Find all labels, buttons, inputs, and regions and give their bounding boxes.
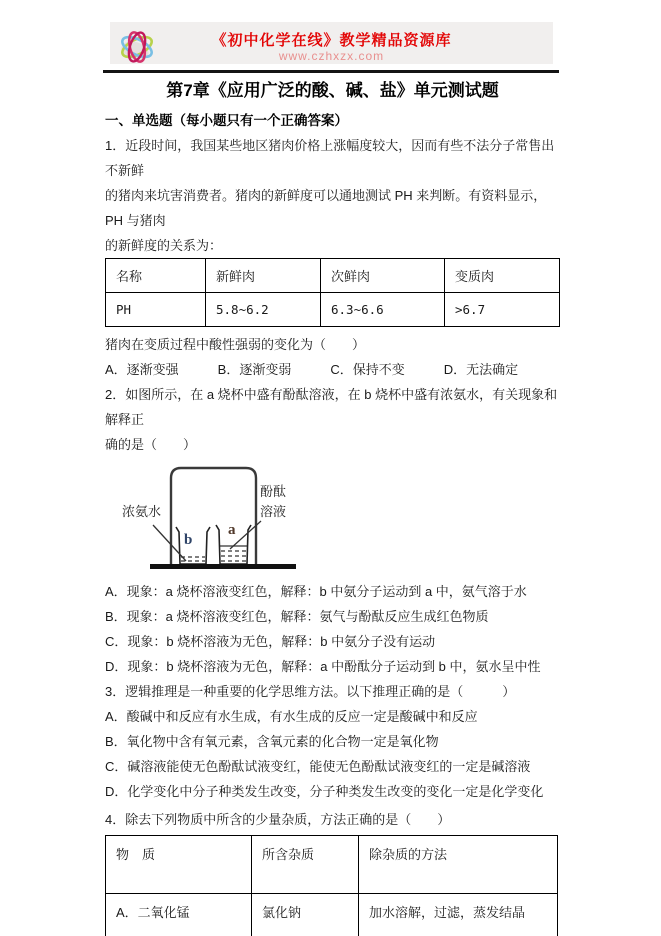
ground-line [150, 564, 296, 569]
beaker-b-outline [176, 527, 210, 564]
q2-stem-line: 2．如图所示，在 a 烧杯中盛有酚酞溶液，在 b 烧杯中盛有浓氨水，有关现象和解释正 [105, 387, 558, 427]
impurity-removal-table [105, 835, 558, 936]
table-row [106, 293, 560, 327]
table-row [106, 259, 560, 293]
q1-options: A．逐渐变强 B．逐渐变弱 C．保持不变 D．无法确定 [105, 362, 519, 377]
table-header-cell: 新鲜肉 [206, 259, 321, 293]
table-cell: 5.8~6.2 [206, 293, 321, 327]
q2-option: D．现象：b 烧杯溶液为无色，解释：a 中酚酞分子运动到 b 中，氨水呈中性 [105, 659, 541, 674]
q3-option: D．化学变化中分子种类发生改变，分子种类发生改变的变化一定是化学变化 [105, 784, 544, 799]
table-header-cell: 次鲜肉 [321, 259, 445, 293]
q2-stem-line: 确的是（ ） [105, 437, 197, 452]
table-header-cell: 名称 [106, 259, 206, 293]
q1-stem-line: 的猪肉来坑害消费者。猪肉的新鲜度可以通地测试 PH 来判断。有资料显示，PH 与猪肉 [105, 188, 547, 228]
table-cell: 6.3~6.6 [321, 293, 445, 327]
q3-stem: 3．逻辑推理是一种重要的化学思维方法。以下推理正确的是（ ） [105, 684, 516, 699]
beaker-experiment-diagram [120, 459, 330, 572]
table-cell: PH [106, 293, 206, 327]
q1-stem-line: 1．近段时间，我国某些地区猪肉价格上涨幅度较大，因而有些不法分子常售出不新鲜 [105, 138, 555, 178]
table-header-cell: 除杂质的方法 [359, 836, 558, 894]
q1-stem-line: 的新鲜度的关系为： [105, 238, 223, 253]
ph-freshness-table [105, 258, 560, 327]
table-row [106, 894, 558, 936]
document-body [105, 0, 560, 936]
site-brand-title: 《初中化学在线》教学精品资源库 [211, 32, 452, 49]
table-cell: >6.7 [445, 293, 560, 327]
q2-option: B．现象：a 烧杯溶液变红色，解释：氨气与酚酞反应生成红色物质 [105, 609, 489, 624]
table-header-cell: 变质肉 [445, 259, 560, 293]
q3-option: C．碱溶液能使无色酚酞试液变红，能使无色酚酞试液变红的一定是碱溶液 [105, 759, 531, 774]
q4-stem: 4．除去下列物质中所含的少量杂质，方法正确的是（ ） [105, 812, 451, 827]
table-cell: A．二氧化锰 [106, 894, 252, 936]
label-concentrated-ammonia: 浓氨水 [122, 504, 162, 519]
beaker-b-letter: b [184, 532, 193, 548]
page-title: 第7章《应用广泛的酸、碱、盐》单元测试题 [166, 81, 499, 100]
table-header-cell: 所含杂质 [252, 836, 359, 894]
q2-option: C．现象：b 烧杯溶液为无色，解释：b 中氨分子没有运动 [105, 634, 436, 649]
label-phenolphthalein-line2: 溶液 [260, 504, 287, 519]
site-url: www.czhxzx.com [278, 49, 385, 63]
q2-option: A．现象：a 烧杯溶液变红色，解释：b 中氨分子运动到 a 中，氨气溶于水 [105, 584, 527, 599]
q3-option: A．酸碱中和反应有水生成，有水生成的反应一定是酸碱中和反应 [105, 709, 478, 724]
table-cell: 氯化钠 [252, 894, 359, 936]
table-cell: 加水溶解，过滤，蒸发结晶 [359, 894, 558, 936]
label-phenolphthalein-line1: 酚酞 [260, 484, 287, 499]
table-header-cell: 物 质 [106, 836, 252, 894]
table-row [106, 836, 558, 894]
section-heading: 一、单选题（每小题只有一个正确答案） [105, 113, 348, 128]
q3-option: B．氧化物中含有氧元素，含氧元素的化合物一定是氧化物 [105, 734, 439, 749]
q1-question: 猪肉在变质过程中酸性强弱的变化为（ ） [105, 337, 366, 352]
beaker-a-letter: a [228, 522, 236, 538]
